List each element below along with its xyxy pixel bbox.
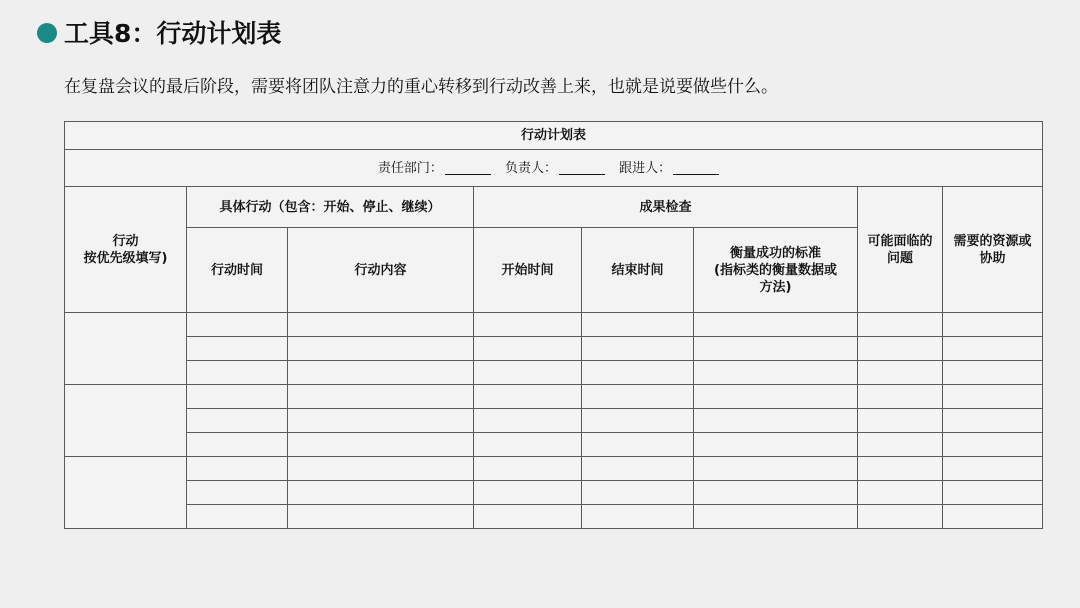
header-action-label: 行动 <box>112 233 139 249</box>
table-cell[interactable] <box>187 433 288 457</box>
header-action-time: 行动时间 <box>187 228 288 313</box>
table-cell[interactable] <box>943 481 1043 505</box>
table-cell[interactable] <box>288 337 474 361</box>
table-cell[interactable] <box>694 337 858 361</box>
follower-blank[interactable] <box>673 160 719 175</box>
header-needed-resources <box>943 187 1043 313</box>
header-success-standard-line3: 方法) <box>759 279 792 295</box>
table-cell[interactable] <box>187 337 288 361</box>
table-cell[interactable] <box>858 505 943 529</box>
table-cell[interactable] <box>187 409 288 433</box>
table-cell[interactable] <box>187 361 288 385</box>
table-cell[interactable] <box>582 385 694 409</box>
header-result-check: 成果检查 <box>474 187 858 228</box>
header-success-standard-line1: 衡量成功的标准 <box>729 245 821 261</box>
department-label: 责任部门： <box>377 160 443 176</box>
table-cell[interactable] <box>858 385 943 409</box>
table-cell[interactable] <box>187 505 288 529</box>
table-cell[interactable] <box>187 457 288 481</box>
table-cell[interactable] <box>474 313 582 337</box>
slide-subtitle: 在复盘会议的最后阶段，需要将团队注意力的重心转移到行动改善上来，也就是说要做些什么。 <box>64 77 778 97</box>
table-cell[interactable] <box>582 361 694 385</box>
table-cell[interactable] <box>694 313 858 337</box>
action-cell[interactable] <box>65 385 187 457</box>
table-cell[interactable] <box>582 481 694 505</box>
table-cell[interactable] <box>858 361 943 385</box>
table-cell[interactable] <box>858 337 943 361</box>
table-cell[interactable] <box>187 313 288 337</box>
table-cell[interactable] <box>582 433 694 457</box>
table-cell[interactable] <box>694 457 858 481</box>
table-cell[interactable] <box>474 433 582 457</box>
table-cell[interactable] <box>943 409 1043 433</box>
header-success-standard <box>694 228 858 313</box>
header-possible-problems-line2: 问题 <box>886 250 913 266</box>
table-cell[interactable] <box>474 337 582 361</box>
table-cell[interactable] <box>288 505 474 529</box>
table-cell[interactable] <box>694 409 858 433</box>
table-cell[interactable] <box>858 457 943 481</box>
table-cell[interactable] <box>474 409 582 433</box>
table-cell[interactable] <box>288 313 474 337</box>
owner-blank[interactable] <box>559 160 605 175</box>
action-cell[interactable] <box>65 457 187 529</box>
table-cell[interactable] <box>943 385 1043 409</box>
table-cell[interactable] <box>582 409 694 433</box>
table-cell[interactable] <box>582 457 694 481</box>
header-possible-problems-line1: 可能面临的 <box>867 233 933 249</box>
table-cell[interactable] <box>858 481 943 505</box>
table-cell[interactable] <box>288 409 474 433</box>
header-success-standard-line2: (指标类的衡量数据或 <box>714 262 837 278</box>
table-cell[interactable] <box>943 505 1043 529</box>
header-action-note: 按优先级填写) <box>83 250 168 266</box>
table-cell[interactable] <box>288 457 474 481</box>
table-cell[interactable] <box>474 481 582 505</box>
table-caption: 行动计划表 <box>65 122 1043 150</box>
responsibility-row <box>65 150 1043 187</box>
header-needed-resources-line2: 协助 <box>979 250 1006 266</box>
table-cell[interactable] <box>582 313 694 337</box>
table-cell[interactable] <box>858 313 943 337</box>
table-cell[interactable] <box>943 313 1043 337</box>
table-cell[interactable] <box>943 457 1043 481</box>
header-action <box>65 187 187 313</box>
follower-label: 跟进人： <box>619 160 672 176</box>
table-cell[interactable] <box>858 409 943 433</box>
table-cell[interactable] <box>187 385 288 409</box>
action-plan-table <box>64 121 1043 529</box>
header-specific-action: 具体行动（包含：开始、停止、继续） <box>187 187 474 228</box>
department-blank[interactable] <box>445 160 491 175</box>
table-cell[interactable] <box>694 433 858 457</box>
header-action-content: 行动内容 <box>288 228 474 313</box>
table-cell[interactable] <box>288 385 474 409</box>
table-cell[interactable] <box>694 481 858 505</box>
table-cell[interactable] <box>858 433 943 457</box>
table-cell[interactable] <box>187 481 288 505</box>
table-cell[interactable] <box>694 505 858 529</box>
header-needed-resources-line1: 需要的资源或 <box>953 233 1032 249</box>
table-cell[interactable] <box>474 457 582 481</box>
slide-title: 工具8：行动计划表 <box>64 19 282 48</box>
table-cell[interactable] <box>943 361 1043 385</box>
header-end-time: 结束时间 <box>582 228 694 313</box>
table-cell[interactable] <box>582 505 694 529</box>
action-cell[interactable] <box>65 313 187 385</box>
table-cell[interactable] <box>474 505 582 529</box>
table-cell[interactable] <box>474 361 582 385</box>
owner-label: 负责人： <box>505 160 558 176</box>
table-cell[interactable] <box>694 361 858 385</box>
header-possible-problems <box>858 187 943 313</box>
table-cell[interactable] <box>943 337 1043 361</box>
table-cell[interactable] <box>288 433 474 457</box>
table-cell[interactable] <box>474 385 582 409</box>
table-cell[interactable] <box>288 481 474 505</box>
table-cell[interactable] <box>288 361 474 385</box>
title-bullet-icon <box>37 23 57 43</box>
header-start-time: 开始时间 <box>474 228 582 313</box>
table-cell[interactable] <box>694 385 858 409</box>
table-cell[interactable] <box>582 337 694 361</box>
table-cell[interactable] <box>943 433 1043 457</box>
